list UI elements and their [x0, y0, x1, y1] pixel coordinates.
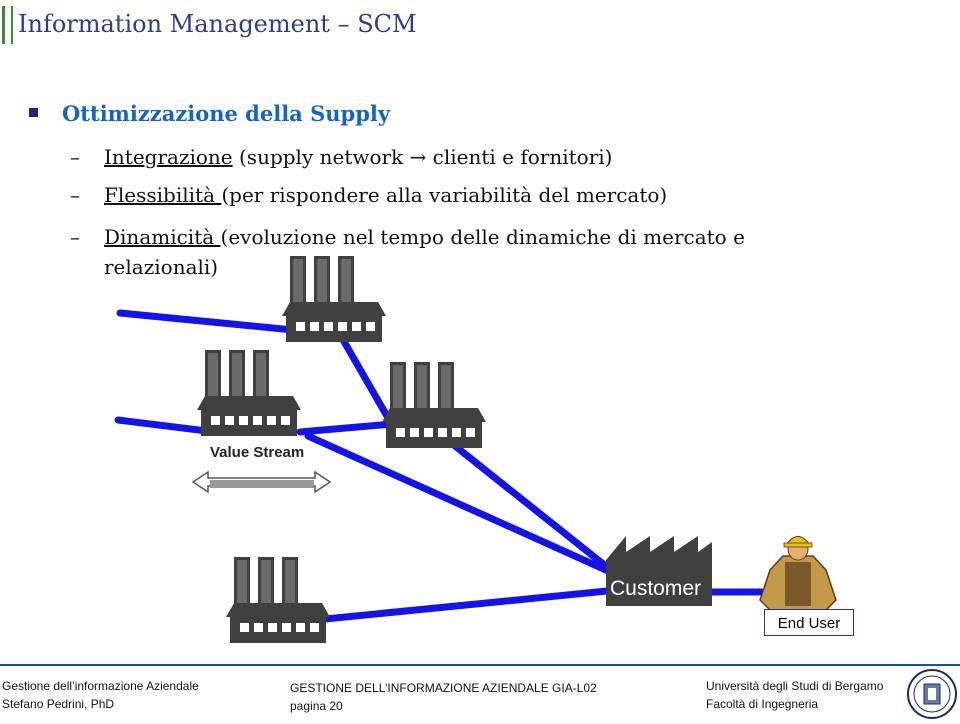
- slide-title: Information Management – SCM: [18, 10, 417, 38]
- dash-marker: –: [70, 145, 80, 169]
- customer-label: Customer: [610, 577, 702, 600]
- factory-icon: [382, 362, 486, 448]
- bullet-continuation: relazionali): [104, 255, 219, 279]
- value-stream-label: Value Stream: [210, 444, 305, 461]
- bullet-text: (supply network → clienti e fornitori): [232, 145, 613, 169]
- end-user-worker-icon: [760, 537, 836, 611]
- footer-faculty: Facoltà di Ingegneria: [706, 697, 819, 711]
- footer-divider: [0, 664, 960, 666]
- factory-icon: [226, 557, 330, 643]
- dash-marker: –: [70, 225, 80, 249]
- bullet-keyword: Integrazione: [104, 145, 233, 169]
- footer-course: Gestione dell’informazione Aziendale: [2, 679, 199, 693]
- bullet-keyword: Flessibilità: [104, 183, 222, 207]
- bullet-text: (per rispondere alla variabilità del mercato): [221, 183, 668, 207]
- bullet-text: (evoluzione nel tempo delle dinamiche di mercato e: [220, 225, 745, 249]
- factory-icon: [197, 350, 301, 436]
- footer-course-code: GESTIONE DELL’INFORMAZIONE AZIENDALE GIA-L02: [290, 681, 597, 695]
- footer-author: Stefano Pedrini, PhD: [2, 697, 115, 711]
- bullet-keyword: Dinamicità: [104, 225, 221, 249]
- end-user-label: End User: [764, 609, 854, 636]
- value-stream-arrow-icon: [193, 472, 330, 492]
- dash-marker: –: [70, 183, 80, 207]
- factory-icon: [282, 256, 386, 342]
- university-seal-icon: [906, 668, 958, 720]
- section-heading: Ottimizzazione della Supply: [62, 101, 391, 126]
- footer-page-number: pagina 20: [290, 699, 343, 713]
- footer-university: Università degli Studi di Bergamo: [706, 679, 884, 693]
